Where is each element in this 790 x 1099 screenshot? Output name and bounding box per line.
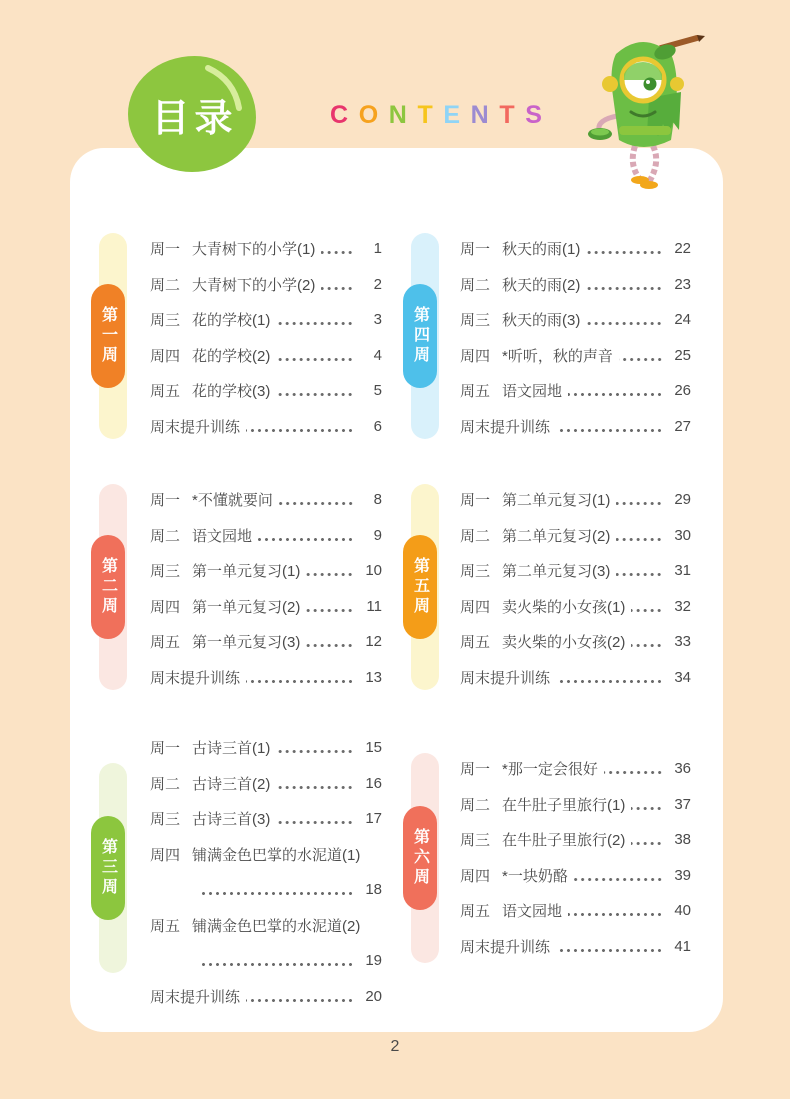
week-pill: 第二周 xyxy=(91,535,125,639)
toc-entry xyxy=(460,409,691,445)
dot-leader xyxy=(631,644,663,647)
week-3-section xyxy=(88,730,390,1014)
dot-leader xyxy=(246,999,354,1002)
toc-entry-page: 37 xyxy=(674,795,691,813)
toc-entry-title: *一块奶酪 xyxy=(502,867,568,885)
dot-leader xyxy=(568,393,663,396)
toc-entry-title: 铺满金色巴掌的水泥道(2) xyxy=(192,917,361,935)
week-pill: 第四周 xyxy=(403,284,437,388)
toc-entry-page: 9 xyxy=(373,526,382,544)
week-1-section xyxy=(88,231,390,444)
dot-leader xyxy=(631,609,663,612)
toc-entry xyxy=(150,589,382,625)
week-6-section xyxy=(400,751,700,964)
toc-entry-title: 第二单元复习(2) xyxy=(502,527,611,545)
toc-entry xyxy=(150,660,382,696)
dot-leader xyxy=(321,287,354,290)
dot-leader xyxy=(631,807,663,810)
dot-leader xyxy=(276,786,354,789)
week-pill: 第三周 xyxy=(91,816,125,920)
toc-entry-day: 周三 xyxy=(460,832,491,850)
toc-entry-page: 34 xyxy=(674,668,691,686)
toc-entry-day: 周四 xyxy=(460,867,491,885)
toc-entry xyxy=(460,660,691,696)
toc-entry-day: 周四 xyxy=(150,846,181,864)
dot-leader xyxy=(586,287,663,290)
toc-entry-page: 19 xyxy=(365,952,382,970)
toc-entry-title: 大青树下的小学(2) xyxy=(192,276,316,294)
toc-entry-page: 38 xyxy=(674,831,691,849)
dot-leader xyxy=(276,393,354,396)
toc-entry-day: 周五 xyxy=(150,383,181,401)
dot-leader xyxy=(556,949,663,952)
toc-entry xyxy=(460,822,691,858)
toc-entry xyxy=(150,553,382,589)
toc-entry-page: 31 xyxy=(674,562,691,580)
dot-leader xyxy=(198,892,354,895)
toc-entry-title: 秋天的雨(1) xyxy=(502,241,581,259)
toc-entry-day: 周五 xyxy=(460,634,491,652)
toc-entry xyxy=(460,858,691,894)
week-entries xyxy=(460,482,691,695)
toc-entry-page: 29 xyxy=(674,491,691,509)
toc-entry xyxy=(460,553,691,589)
toc-entry xyxy=(460,338,691,374)
toc-entry-title: 卖火柴的小女孩(1) xyxy=(502,598,626,616)
toc-entry xyxy=(460,787,691,823)
contents-letter: E xyxy=(443,100,461,129)
contents-letter: T xyxy=(417,100,433,129)
toc-entry-day: 周五 xyxy=(150,917,181,935)
toc-entry-day: 周四 xyxy=(460,347,491,365)
toc-entry-title: *听听，秋的声音 xyxy=(502,347,613,365)
toc-entry xyxy=(150,338,382,374)
toc-entry-continuation xyxy=(150,872,382,908)
toc-entry-title: 古诗三首(1) xyxy=(192,740,271,758)
toc-entry xyxy=(460,302,691,338)
toc-entry-page: 33 xyxy=(674,633,691,651)
dot-leader xyxy=(276,322,354,325)
dot-leader xyxy=(306,573,354,576)
contents-letter: O xyxy=(358,100,379,129)
toc-entry xyxy=(150,409,382,445)
dot-leader xyxy=(246,680,354,683)
toc-entry xyxy=(460,373,691,409)
toc-badge xyxy=(128,56,256,172)
dot-leader xyxy=(276,750,354,753)
toc-entry-title: 第一单元复习(1) xyxy=(192,563,301,581)
toc-entry-day: 周五 xyxy=(150,634,181,652)
toc-entry-page: 40 xyxy=(674,902,691,920)
toc-entry-continuation xyxy=(150,943,382,979)
toc-entry-day: 周一 xyxy=(460,241,491,259)
page-number: 2 xyxy=(390,1038,400,1055)
dot-leader xyxy=(616,573,663,576)
week-5-section xyxy=(400,482,700,695)
toc-entry-page: 26 xyxy=(674,382,691,400)
toc-entry-day: 周二 xyxy=(460,527,491,545)
toc-entry xyxy=(460,929,691,965)
toc-entry-page: 25 xyxy=(674,346,691,364)
toc-entry-page: 5 xyxy=(373,382,382,400)
toc-entry-title: 秋天的雨(3) xyxy=(502,312,581,330)
toc-entry-page: 16 xyxy=(365,774,382,792)
toc-entry-day: 周末提升训练 xyxy=(460,669,551,687)
badge-shine-arc xyxy=(128,56,256,172)
dot-leader xyxy=(619,358,663,361)
week-pill: 第五周 xyxy=(403,535,437,639)
toc-entry xyxy=(150,482,382,518)
toc-entry-page: 41 xyxy=(674,937,691,955)
toc-entry-day: 周三 xyxy=(460,312,491,330)
toc-entry xyxy=(460,518,691,554)
toc-entry-day: 周一 xyxy=(460,761,491,779)
toc-entry-page: 24 xyxy=(674,311,691,329)
toc-entry-page: 32 xyxy=(674,597,691,615)
toc-entry-page: 17 xyxy=(365,810,382,828)
dot-leader xyxy=(321,251,354,254)
dot-leader xyxy=(306,609,354,612)
toc-entry xyxy=(460,624,691,660)
toc-entry-day: 周二 xyxy=(150,527,181,545)
toc-entry-title: 古诗三首(2) xyxy=(192,775,271,793)
toc-entry-title: 第二单元复习(3) xyxy=(502,563,611,581)
contents-title xyxy=(330,98,542,132)
contents-letter: S xyxy=(525,100,542,129)
toc-entry xyxy=(150,979,382,1015)
toc-entry-day: 周末提升训练 xyxy=(150,988,241,1006)
toc-entry-day: 周二 xyxy=(460,276,491,294)
toc-entry-title: 第一单元复习(2) xyxy=(192,598,301,616)
toc-entry-day: 周一 xyxy=(150,740,181,758)
toc-entry xyxy=(150,267,382,303)
toc-entry-page: 2 xyxy=(373,275,382,293)
dot-leader xyxy=(258,538,354,541)
week-4-section xyxy=(400,231,700,444)
toc-entry-title: *不懂就要问 xyxy=(192,492,273,510)
toc-entry-day: 周末提升训练 xyxy=(460,418,551,436)
dot-leader xyxy=(616,502,663,505)
toc-entry-title: 在牛肚子里旅行(1) xyxy=(502,796,626,814)
toc-entry-day: 周一 xyxy=(150,492,181,510)
toc-entry xyxy=(150,908,382,944)
toc-entry-page: 3 xyxy=(373,311,382,329)
toc-entry xyxy=(150,518,382,554)
week-entries xyxy=(460,751,691,964)
dot-leader xyxy=(586,251,663,254)
toc-entry-day: 周三 xyxy=(150,312,181,330)
toc-entry-title: 古诗三首(3) xyxy=(192,811,271,829)
week-entries xyxy=(150,730,382,1014)
toc-entry xyxy=(150,766,382,802)
toc-entry-title: 花的学校(2) xyxy=(192,347,271,365)
toc-entry-page: 30 xyxy=(674,526,691,544)
toc-entry xyxy=(150,373,382,409)
week-entries xyxy=(150,482,382,695)
dot-leader xyxy=(574,878,663,881)
toc-entry-page: 20 xyxy=(365,987,382,1005)
dot-leader xyxy=(556,429,663,432)
toc-entry-day: 周二 xyxy=(150,276,181,294)
toc-badge-label: 目录 xyxy=(151,97,238,140)
toc-entry-day: 周五 xyxy=(460,903,491,921)
toc-entry-day: 周三 xyxy=(150,563,181,581)
contents-letter: C xyxy=(330,100,349,129)
week-entries xyxy=(150,231,382,444)
toc-entry-page: 8 xyxy=(373,491,382,509)
toc-entry-page: 27 xyxy=(674,417,691,435)
contents-letter: T xyxy=(499,100,515,129)
toc-entry-day: 周一 xyxy=(460,492,491,510)
dot-leader xyxy=(198,963,354,966)
toc-entry-page: 36 xyxy=(674,760,691,778)
toc-entry-day: 周二 xyxy=(150,775,181,793)
contents-letter: N xyxy=(388,100,407,129)
toc-entry-title: 第一单元复习(3) xyxy=(192,634,301,652)
toc-entry-title: 语文园地 xyxy=(502,383,563,401)
toc-entry xyxy=(460,267,691,303)
toc-entry xyxy=(150,302,382,338)
toc-entry-title: *那一定会很好 xyxy=(502,761,598,779)
toc-entry-title: 铺满金色巴掌的水泥道(1) xyxy=(192,846,361,864)
toc-entry-page: 15 xyxy=(365,739,382,757)
toc-entry-day: 周五 xyxy=(460,383,491,401)
toc-entry-day: 周末提升训练 xyxy=(460,938,551,956)
dot-leader xyxy=(276,821,354,824)
week-pill: 第一周 xyxy=(91,284,125,388)
toc-entry xyxy=(460,231,691,267)
toc-entry-title: 语文园地 xyxy=(192,527,253,545)
toc-entry-day: 周三 xyxy=(460,563,491,581)
toc-entry-page: 12 xyxy=(365,633,382,651)
toc-entry-title: 花的学校(3) xyxy=(192,383,271,401)
toc-entry xyxy=(460,589,691,625)
toc-entry-page: 23 xyxy=(674,275,691,293)
toc-entry-title: 在牛肚子里旅行(2) xyxy=(502,832,626,850)
mascot-icon xyxy=(583,34,705,192)
toc-entry-day: 周三 xyxy=(150,811,181,829)
toc-entry xyxy=(150,837,382,873)
toc-entry-page: 11 xyxy=(366,597,382,615)
toc-entry-page: 13 xyxy=(365,668,382,686)
toc-entry xyxy=(460,751,691,787)
dot-leader xyxy=(306,644,354,647)
toc-entry-title: 大青树下的小学(1) xyxy=(192,241,316,259)
toc-entry-day: 周四 xyxy=(460,598,491,616)
toc-entry-day: 周末提升训练 xyxy=(150,669,241,687)
contents-letter: N xyxy=(470,100,489,129)
dot-leader xyxy=(616,538,663,541)
toc-entry xyxy=(150,231,382,267)
toc-entry-day: 周末提升训练 xyxy=(150,418,241,436)
toc-entry-day: 周二 xyxy=(460,796,491,814)
toc-entry-page: 6 xyxy=(373,417,382,435)
week-entries xyxy=(460,231,691,444)
toc-entry-title: 秋天的雨(2) xyxy=(502,276,581,294)
toc-entry-page: 10 xyxy=(365,562,382,580)
toc-entry-page: 1 xyxy=(373,240,382,258)
toc-entry-day: 周四 xyxy=(150,347,181,365)
toc-entry-page: 22 xyxy=(674,240,691,258)
toc-entry xyxy=(150,801,382,837)
toc-entry xyxy=(460,482,691,518)
toc-entry-page: 4 xyxy=(373,346,382,364)
dot-leader xyxy=(586,322,663,325)
dot-leader xyxy=(246,429,354,432)
week-2-section xyxy=(88,482,390,695)
toc-entry-day: 周一 xyxy=(150,241,181,259)
dot-leader xyxy=(631,842,663,845)
dot-leader xyxy=(279,502,354,505)
week-pill: 第六周 xyxy=(403,806,437,910)
toc-entry-title: 花的学校(1) xyxy=(192,312,271,330)
toc-entry xyxy=(150,624,382,660)
toc-entry-title: 语文园地 xyxy=(502,903,563,921)
toc-entry xyxy=(460,893,691,929)
toc-entry-page: 39 xyxy=(674,866,691,884)
toc-entry-title: 第二单元复习(1) xyxy=(502,492,611,510)
dot-leader xyxy=(604,771,663,774)
toc-entry-day: 周四 xyxy=(150,598,181,616)
toc-entry-title: 卖火柴的小女孩(2) xyxy=(502,634,626,652)
dot-leader xyxy=(276,358,354,361)
toc-entry-page: 18 xyxy=(365,881,382,899)
dot-leader xyxy=(568,913,663,916)
toc-entry xyxy=(150,730,382,766)
dot-leader xyxy=(556,680,663,683)
